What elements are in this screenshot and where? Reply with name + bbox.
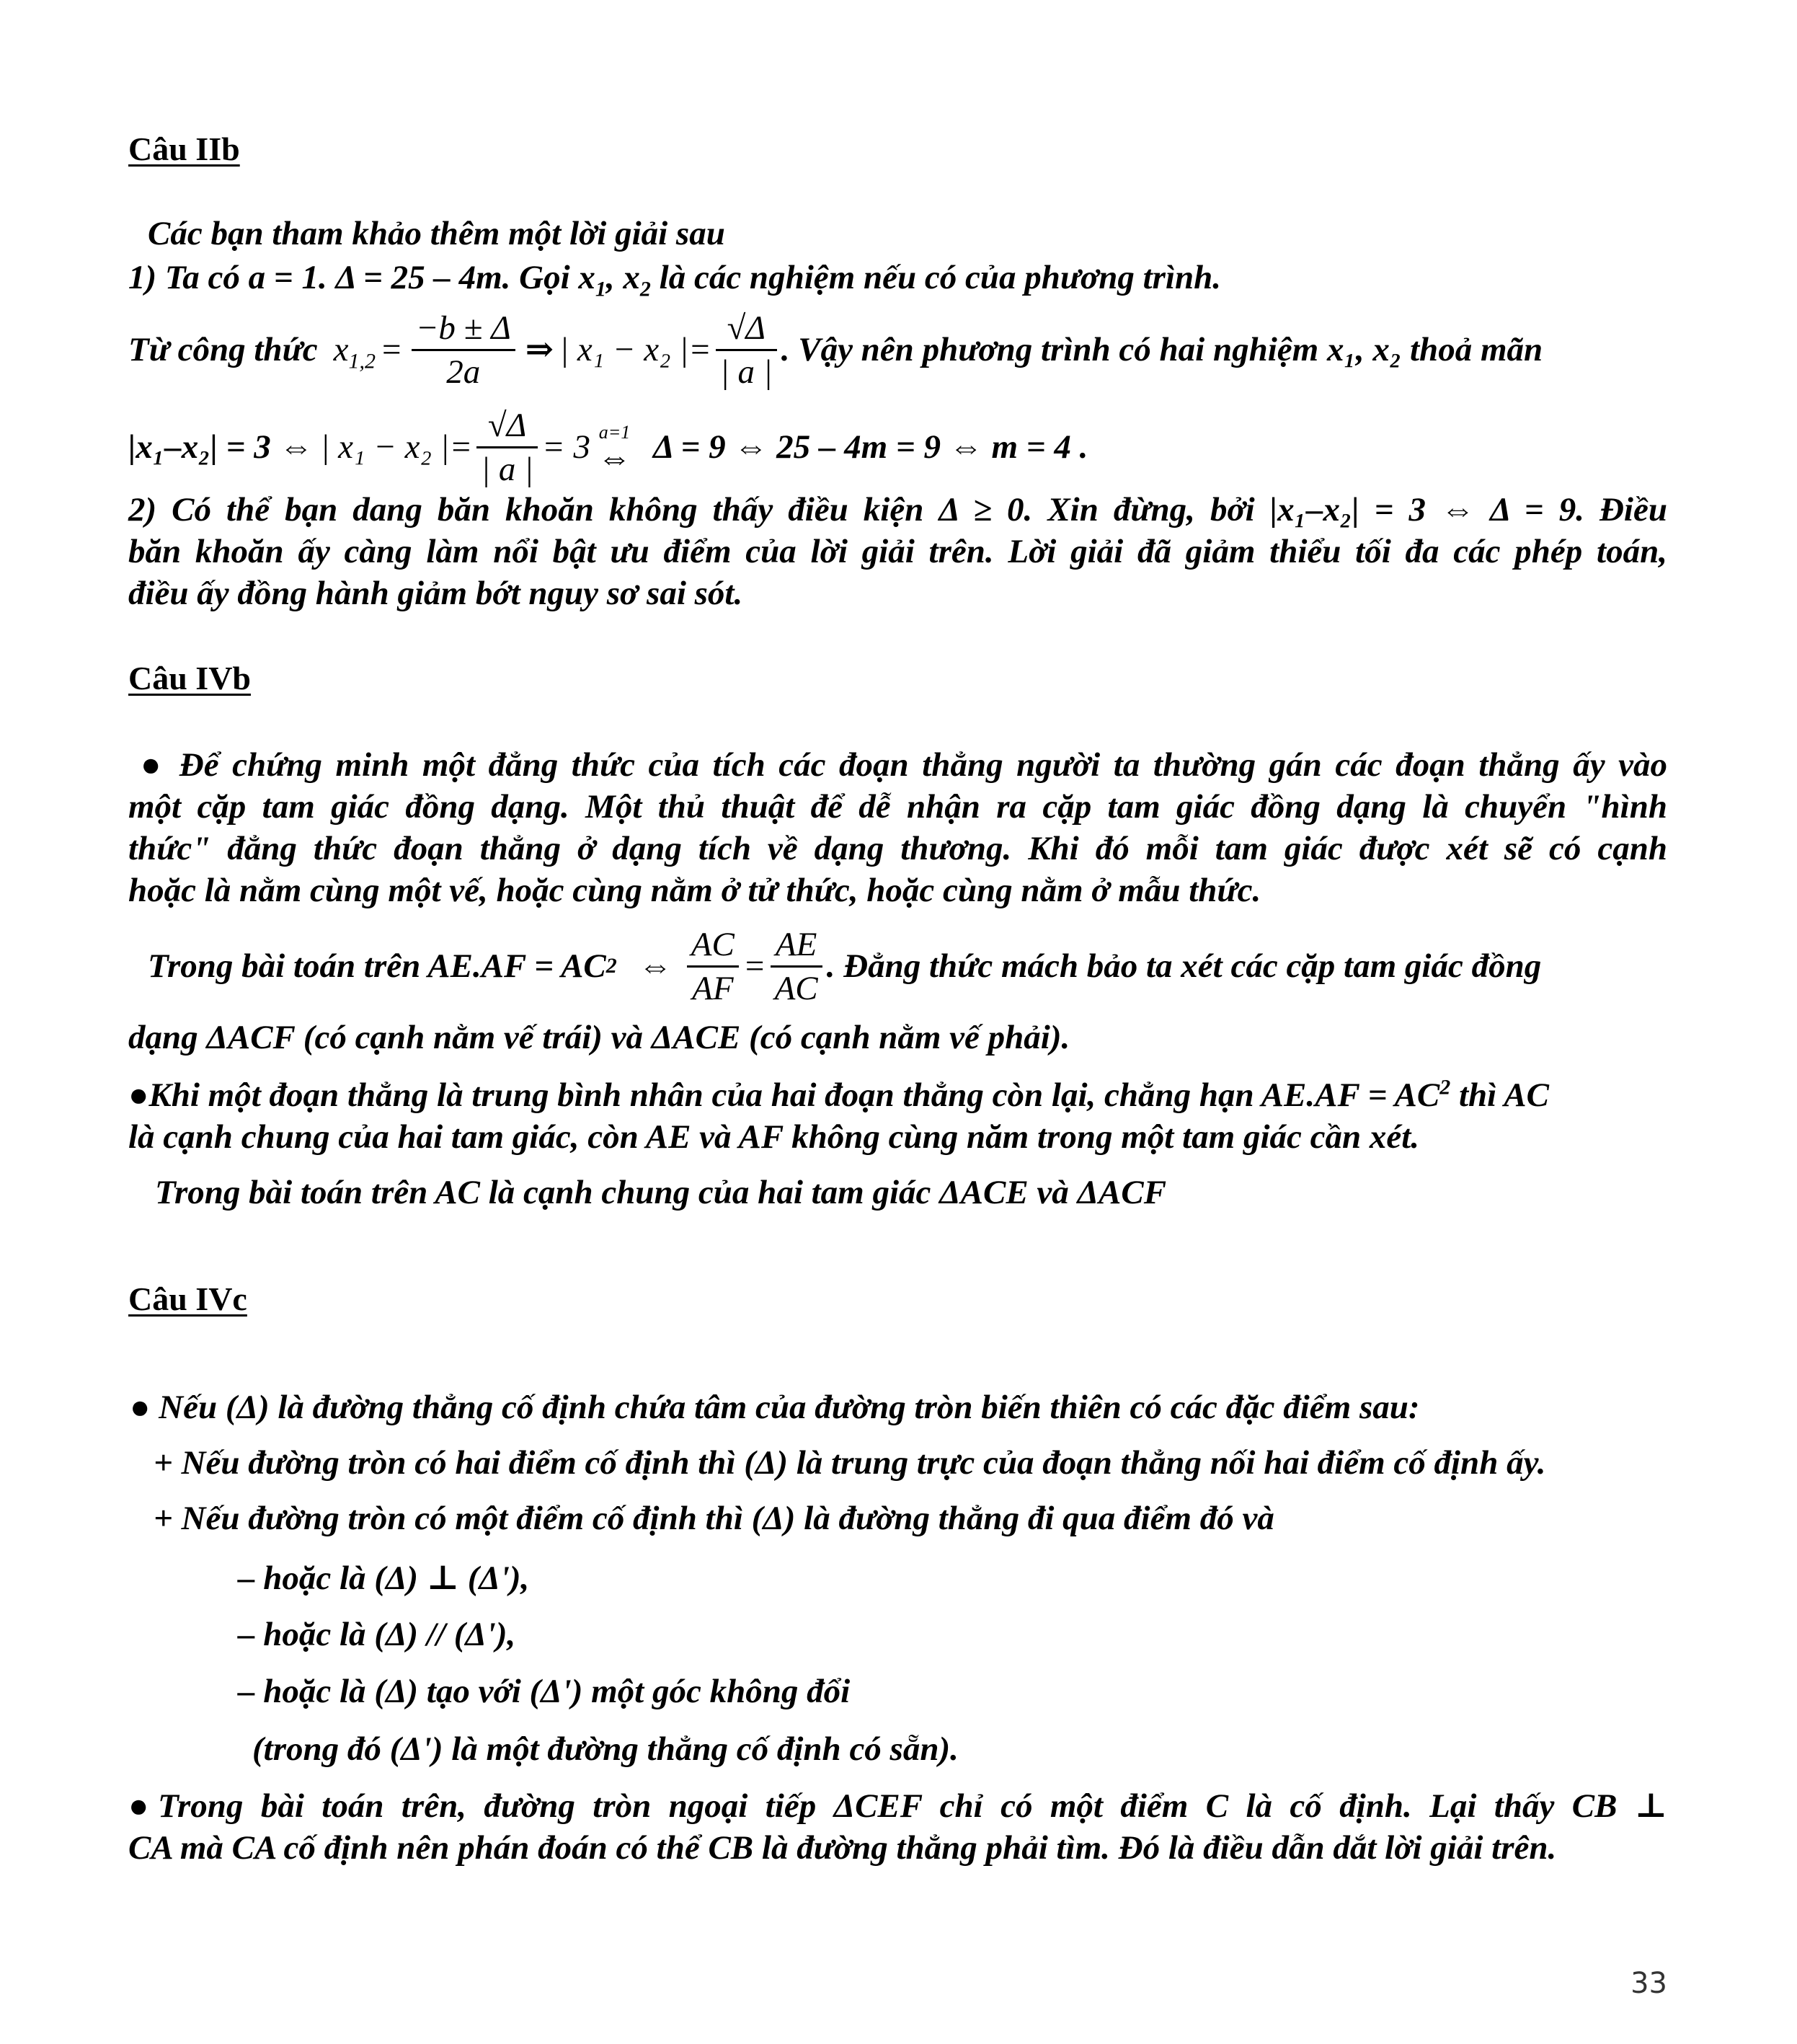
fraction-numerator: √Δ [476, 404, 538, 448]
heading-cau-IIb: Câu IIb [128, 130, 240, 167]
fraction-numerator: AC [687, 924, 739, 968]
s3-line-8: ●Trong bài toán trên, đường tròn ngoại tiếp ΔCEF chỉ có một điểm C là cố định. Lại thấy CB ⊥ [128, 1787, 1667, 1825]
bullet-2-text-b: thì AC [1450, 1076, 1549, 1114]
s2-bullet-1-line-3: thức" đẳng thức đoạn thẳng ở dạng tích về dạng thương. Khi đó mỗi tam giác được xét sẽ có cạnh [128, 830, 1667, 867]
equals-sign: = [379, 331, 403, 368]
s1-paragraph-2-line-3: điều ấy đồng hành giảm bớt nguy sơ sai sót. [128, 575, 743, 612]
abs-difference-2: | x₁ − x₂ |= [320, 428, 473, 466]
ratio-explanation: . Đẳng thức mách bảo ta xét các cặp tam giác đồng [826, 947, 1542, 985]
page-number: 33 [1630, 1967, 1667, 2000]
s2-bullet-1-line-2: một cặp tam giác đồng dạng. Một thủ thuật để dễ nhận ra cặp tam giác đồng dạng là chuyển "hình [128, 788, 1667, 826]
bullet-2-text-a: ●Khi một đoạn thẳng là trung bình nhân của hai đoạn thẳng còn lại, chẳng hạn AE.AF = AC [128, 1076, 1440, 1114]
s2-bullet-1-line-1: ● Để chứng minh một đẳng thức của tích các đoạn thẳng người ta thường gán các đoạn thẳng ấy vào [141, 746, 1667, 784]
conditional-equivalence [598, 422, 632, 477]
s1-paragraph-2-line-1: 2) Có thể bạn dang băn khoăn không thấy điều kiện Δ ≥ 0. Xin đừng, bởi |x₁–x₂| = 3 ⇔ Δ = 9. Điều [128, 491, 1667, 528]
fraction-numerator: AE [771, 924, 822, 968]
s3-line-5: – hoặc là (Δ) // (Δ'), [238, 1616, 516, 1653]
s3-line-9: CA mà CA cố định nên phán đoán có thể CB là đường thẳng phải tìm. Đó là điều dẫn dắt lời giải trên. [128, 1829, 1557, 1867]
formula-intro-text: Từ công thức [128, 331, 318, 368]
s1-intro: Các bạn tham khảo thêm một lời giải sau [148, 215, 725, 252]
heading-cau-IVc: Câu IVc [128, 1280, 247, 1317]
s2-bullet-2-line-2: là cạnh chung của hai tam giác, còn AE và AF không cùng năm trong một tam giác cần xét. [128, 1118, 1420, 1156]
subscript-2: 2 [639, 277, 651, 301]
equivalence-start: |x₁–x₂| = 3 ⇔ [128, 428, 314, 466]
equals-sign: = [742, 947, 766, 985]
fraction-denominator: AC [774, 969, 818, 1007]
s1-formula-line [128, 303, 1667, 397]
s1-p1-text-a: 1) Ta có a = 1. Δ = 25 – 4m. Gọi x [128, 259, 595, 296]
fraction-denominator: | a | [481, 450, 534, 488]
s1-equivalence-line [128, 400, 1667, 494]
x12-symbol: $x_{1,2}$ [333, 331, 376, 373]
heading-cau-IVb: Câu IVb [128, 660, 252, 696]
s3-line-6: – hoặc là (Δ) tạo với (Δ') một góc không đổi [238, 1673, 851, 1710]
subscript-1: 1 [595, 277, 606, 301]
s3-line-3: + Nếu đường tròn có một điểm cố định thì (Δ) là đường thẳng đi qua điểm đó và [154, 1500, 1274, 1537]
equivalence-arrow: ⇔ [598, 439, 632, 477]
s1-p1-text-b: , x [605, 259, 640, 296]
equivalence-end: Δ = 9 ⇔ 25 – 4m = 9 ⇔ m = 4 . [653, 428, 1088, 466]
ratio-fraction-ac-af [687, 924, 739, 1009]
s3-line-1: ● Nếu (Δ) là đường thẳng cố định chứa tâm của đường tròn biến thiên có các đặc điểm sau: [130, 1389, 1420, 1426]
fraction-numerator: √Δ [716, 307, 777, 351]
fraction-denominator: AF [692, 969, 734, 1007]
s1-paragraph-1 [128, 257, 1667, 301]
s2-bullet-2-line-1 [128, 1074, 1667, 1116]
s2-similar-triangles-line: dạng ΔACF (có cạnh nằm vế trái) và ΔACE (có cạnh nằm vế phải). [128, 1019, 1070, 1056]
condition-text: . Vậy nên phương trình có hai nghiệm x₁, x₂ thoả mãn [781, 331, 1543, 368]
s3-line-2: + Nếu đường tròn có hai điểm cố định thì (Δ) là trung trực của đoạn thẳng nối hai điểm cố định ấy. [154, 1444, 1546, 1482]
ratio-fraction-ae-ac [771, 924, 822, 1009]
s1-p1-text-c: là các nghiệm nếu có của phương trình. [650, 259, 1222, 296]
s3-line-4: – hoặc là (Δ) ⊥ (Δ'), [238, 1559, 530, 1597]
fraction-denominator: | a | [719, 353, 773, 391]
root-formula-fraction [412, 307, 515, 393]
superscript-2: 2 [1439, 1075, 1451, 1100]
s2-bullet-1-line-4: hoặc là nằm cùng một vế, hoặc cùng nằm ở tử thức, hoặc cùng nằm ở mẫu thức. [128, 872, 1261, 909]
fraction-denominator: 2a [446, 353, 481, 391]
equals-three: = 3 [542, 428, 591, 466]
condition-label: a=1 [598, 422, 631, 443]
s3-line-7: (trong đó (Δ') là một đường thẳng cố định có sẵn). [252, 1730, 959, 1768]
sqrt-delta-fraction [716, 307, 777, 393]
s2-common-side-line: Trong bài toán trên AC là cạnh chung của hai tam giác ΔACE và ΔACF [155, 1174, 1167, 1211]
sqrt-delta-fraction-2 [476, 404, 538, 490]
fraction-numerator: −b ± Δ [412, 307, 515, 351]
abs-difference: | x₁ − x₂ |= [559, 331, 711, 368]
equivalence-arrow: ⇔ [638, 947, 673, 985]
implies-arrow: ⇒ [525, 331, 554, 368]
s2-ratio-line: Trong bài toán trên AE.AF = AC 2 ⇔ $\frac{AC}{AF}$ = $\frac{AE}{AC}$ . Đẳng thức mách bảo ta xét các cặp tam giác đồng [148, 919, 1667, 1013]
ratio-intro: Trong bài toán trên AE.AF = AC [148, 947, 606, 985]
s1-paragraph-2-line-2: băn khoăn ấy càng làm nổi bật ưu điểm của lời giải trên. Lời giải đã giảm thiểu tối đa các phép toán, [128, 533, 1667, 570]
